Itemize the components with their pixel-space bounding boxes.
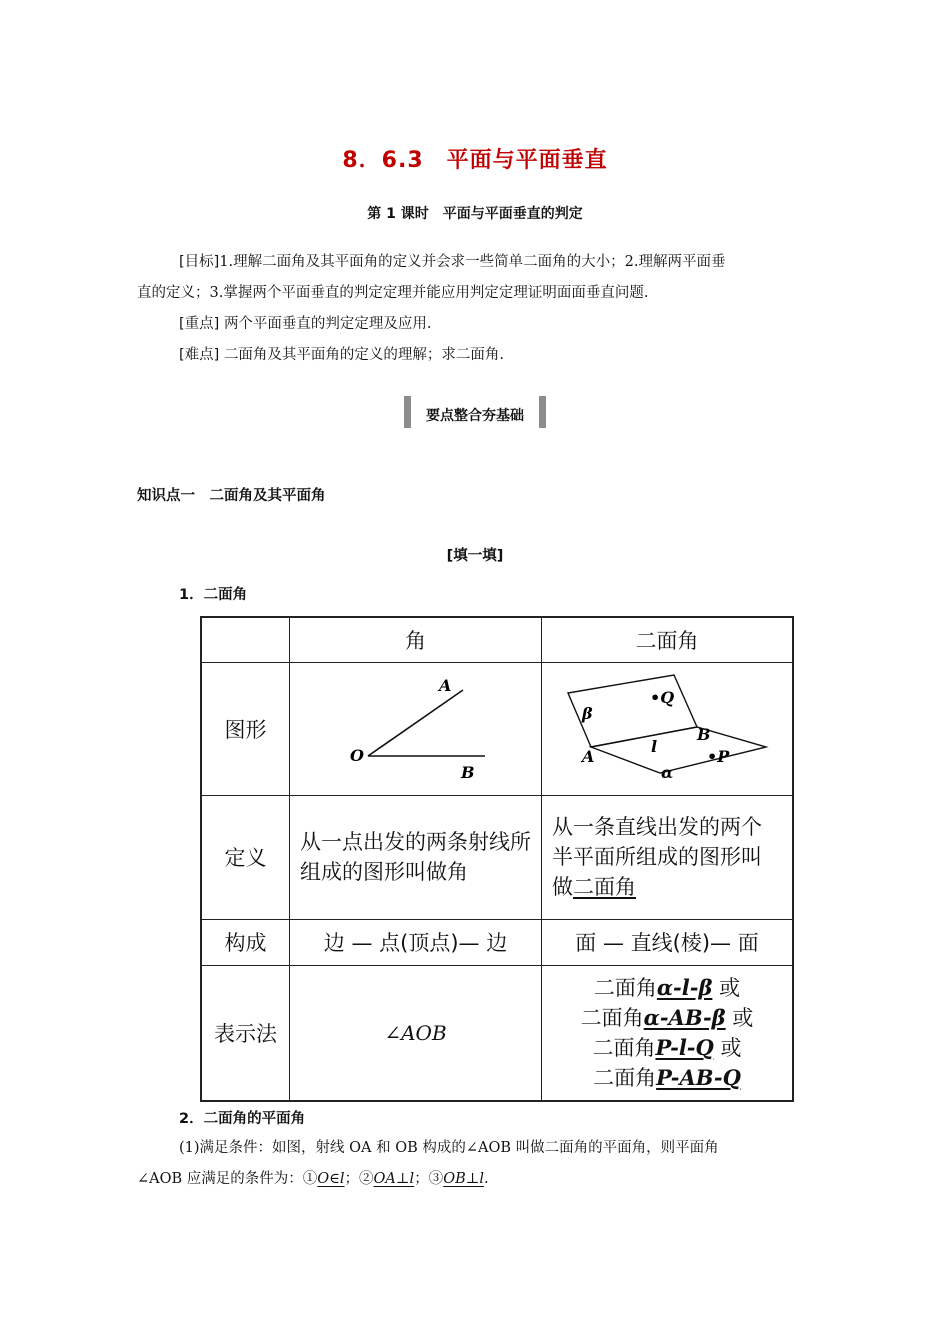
angle-notation: ∠AOB [290,965,542,1101]
label-a: A [439,675,452,695]
notation-answer-4: P-AB-Q [656,1064,741,1090]
notation-answer-2: α-AB-β [643,1004,726,1030]
row-label-composition: 构成 [201,919,290,965]
angle-definition: 从一点出发的两条射线所组成的图形叫做角 [290,795,542,919]
notation-prefix: 二面角 [593,1065,657,1090]
label-beta: β [582,703,593,723]
condition-answer-3: OB⊥l [443,1171,485,1187]
header-dihedral: 二面角 [542,617,794,662]
fill-label: [填一填] [446,548,504,564]
row-label-figure: 图形 [201,662,290,795]
notation-or: 或 [732,1005,754,1030]
goal-tag: [目标] [179,254,220,270]
key-line [179,314,432,334]
dihedral-figure [542,663,792,791]
row-label-definition: 定义 [201,795,290,919]
dihedral-def-prefix: 做 [552,875,573,899]
comparison-table [200,616,794,1102]
banner-text: 要点整合夯基础 [426,408,524,424]
notation-or: 或 [720,1035,742,1060]
difficulty-tag: [难点] [179,347,220,363]
dihedral-composition: 面 — 直线(棱)— 面 [542,919,794,965]
key-tag: [重点] [179,316,220,332]
notation-or: 或 [719,975,741,1000]
notation-prefix: 二面角 [592,1035,656,1060]
page-subtitle: 第 1 课时 平面与平面垂直的判定 [367,206,583,222]
label-alpha: α [661,762,674,782]
header-angle: 角 [290,617,542,662]
section-banner [404,396,546,428]
dihedral-def-line-2: 半平面所组成的图形叫 [552,845,762,869]
dihedral-definition [542,795,794,919]
half-plane-alpha [591,724,766,773]
item-2-heading: 2．二面角的平面角 [179,1111,306,1127]
dihedral-def-line-1: 从一条直线出发的两个 [552,815,762,839]
key-text: 两个平面垂直的判定定理及应用. [223,316,432,332]
table-row-notation [201,965,793,1101]
label-edge-b: B [697,724,711,744]
label-b: B [461,762,475,782]
header-empty-cell [201,617,290,662]
angle-figure [290,663,540,791]
difficulty-line [179,345,504,365]
dihedral-def-line-3 [552,872,786,902]
notation-line-4 [542,1063,792,1093]
label-l: l [651,736,658,756]
notation-line-2 [542,1003,792,1033]
knowledge-heading: 知识点一 二面角及其平面角 [137,488,326,504]
condition-prefix: ∠AOB 应满足的条件为：① [137,1171,318,1187]
label-edge-a: A [582,746,595,766]
table-row-definition [201,795,793,919]
angle-composition: 边 — 点(顶点)— 边 [290,919,542,965]
table-row-composition [201,919,793,965]
dihedral-def-answer: 二面角 [573,875,636,899]
notation-answer-3: P-l-Q [655,1034,714,1060]
notation-line-3 [542,1033,792,1063]
condition-end: . [484,1171,489,1187]
label-o: O [350,745,364,765]
row-label-notation: 表示法 [201,965,290,1101]
page-title: 8．6.3 平面与平面垂直 [342,148,608,173]
ray-oa [368,690,463,756]
notation-line-1 [542,973,792,1003]
condition-sep-2: ；③ [414,1171,444,1187]
goal-text-1: 1.理解二面角及其平面角的定义并会求一些简单二面角的大小；2.理解两平面垂 [219,254,726,270]
dihedral-figure-cell [542,662,794,795]
difficulty-text: 二面角及其平面角的定义的理解；求二面角. [223,347,505,363]
condition-answer-1: O∈l [317,1171,345,1187]
condition-line-1: (1)满足条件：如图，射线 OA 和 OB 构成的∠AOB 叫做二面角的平面角，则平面角 [179,1140,719,1156]
goal-line-2: 直的定义；3.掌握两个平面垂直的判定定理并能应用判定定理证明面面垂直问题. [137,285,649,301]
dihedral-notation [542,965,794,1101]
item-1-heading: 1．二面角 [179,587,248,603]
notation-prefix: 二面角 [593,975,657,1000]
table-header-row [201,617,793,662]
label-q: •Q [650,687,675,707]
notation-answer-1: α-l-β [656,974,713,1000]
condition-sep-1: ；② [344,1171,374,1187]
table-row-figure [201,662,793,795]
condition-answer-2: OA⊥l [373,1171,415,1187]
goal-line-1 [179,252,819,272]
label-p: •P [707,746,730,766]
notation-prefix: 二面角 [580,1005,644,1030]
condition-line-2 [137,1169,817,1189]
angle-figure-cell [290,662,542,795]
